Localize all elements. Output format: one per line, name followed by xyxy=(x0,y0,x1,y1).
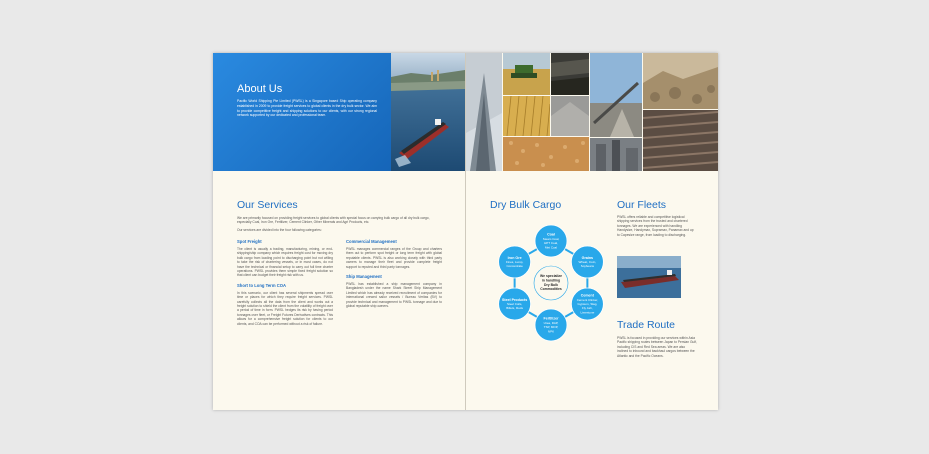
cargo-node-line: Limestone xyxy=(580,310,595,315)
trade-route-text: PWSL is focused in providing our services within Asia Pacific shipping routes between Japan to Persian Gulf, including CIS and Red Sea areas. We are also inclined to inbound and backhaul cargos between the Atlantic and the Pacific Oceans. xyxy=(617,336,697,358)
cargo-node-grains xyxy=(571,246,603,278)
diagram-center-line: Commodities xyxy=(540,287,562,292)
cargo-node-line: Fly Ash, xyxy=(582,306,593,311)
about-us-panel xyxy=(213,53,391,171)
cargo-node-title: Coal xyxy=(547,232,555,237)
spot-freight-text: The client is usually a trading, manufacturing, mining, or end-shipping/ship company which requires freight cost for moving dry bulk cargo from loading point to discharging point but not willing to take the risk of chartering vessels, or in most cases, do not have the technical or financial setup to carry out full time charter operations. PWSL provides them simple fixed freight solution so that client can budget their freight risk with us. xyxy=(237,247,333,278)
port-ship-photo xyxy=(391,53,465,171)
services-intro xyxy=(237,216,443,232)
brochure-spread xyxy=(213,53,718,410)
stone-quarry-photo xyxy=(643,53,718,109)
cargo-node-title: Iron Ore xyxy=(507,255,522,260)
about-us-title: About Us xyxy=(237,83,283,95)
services-intro-line-2: Our services are divided into the four following categories: xyxy=(237,227,322,232)
cargo-node-line: Met Coal xyxy=(544,245,558,250)
cargo-node-title: Cement xyxy=(580,293,594,298)
steel-rebar-photo xyxy=(643,110,718,171)
cargo-node-line: Gypsum, Slag, xyxy=(577,302,598,306)
coa-heading: Short to Long Term COA xyxy=(237,282,287,288)
cargo-node-line: Concentrate xyxy=(506,264,523,269)
cargo-node-coal xyxy=(535,225,567,257)
cargo-node-line: Cement Clinker, xyxy=(576,297,599,302)
cargo-node-line: TSP, MOP, xyxy=(543,325,559,330)
cargo-node-title: Fertilizer xyxy=(543,316,559,321)
cargo-node-line: Urea, DAP, xyxy=(543,320,559,325)
services-column-right xyxy=(346,239,442,313)
trade-route-title: Trade Route xyxy=(617,319,675,331)
ship-bow-photo xyxy=(466,53,502,171)
gravel-pile-photo xyxy=(551,96,589,136)
cargo-diagram xyxy=(491,223,611,343)
cargo-node-line: Wheat, Corn, xyxy=(578,260,597,264)
wheat-field-photo xyxy=(503,96,550,136)
ship-management-heading: Ship Management xyxy=(346,274,382,280)
about-us-text: Pacific World Shipping Pte Limited (PWSL) is a Singapore based Ship operating company established in 2009 to provide freight services to global clients in the dry bulk sector. We aim to provide competitive freight and shipping solutions to our clients, with our strong regional network supported by our dedicated and professional team. xyxy=(237,99,377,118)
grain-harvest-photo xyxy=(503,53,550,95)
bulk-carrier-photo xyxy=(617,256,681,298)
our-fleets-text: PWSL offers reliable and competitive logistical shipping services from the trusted and chartered tonnages. We are experienced with handling Handysize, Handymax, Supramax, Panamax and up to Capesize range, from loading to discharging. xyxy=(617,215,694,237)
cargo-node-line: HPT Coal, xyxy=(544,241,558,246)
cargo-node-line: Steam Coal, xyxy=(542,236,560,241)
cargo-node-line: Soybeans xyxy=(580,264,595,269)
left-page xyxy=(213,53,465,410)
ship-management-text: PWSL has established a ship management company in Bangladesh under the name Shark Street Ship Management Limited which has already received recruitment of companies for international crewed sailor vessels / Bureau Veritas (BV) to provide technical and management to PWSL tonnage and due to global reputable ship owners. xyxy=(346,282,442,309)
cargo-node-fertilizer xyxy=(535,309,567,341)
cargo-node-line: NPK xyxy=(547,329,555,334)
cargo-node-iron-ore xyxy=(499,246,531,278)
services-intro-line: We are primarily focused on providing freight services to global clients with special focus on carrying bulk cargo of all dry bulk cargo, especially Coal, Iron Ore, Fertilizer, Cement Clinker, Other Minerals and Agri Products, etc. xyxy=(237,216,430,225)
spot-freight-heading: Spot Freight xyxy=(237,239,262,244)
right-page xyxy=(466,53,718,410)
coa-text: In this scenario, our client has several shipments spread over time or places for which they require freight services. PWSL carefully collects all the data from the client and works out a freight solution to shield the client from the volatility of freight over a period of time in form. PWSL hedges its risk by having period tonnages over fleet, or Freight Futures Derivatives contracts. This allows for a comprehensive freight solution for clients to our clients, and COA can be performed without a risk of failure. xyxy=(237,290,333,326)
cargo-node-title: Grains xyxy=(581,255,594,260)
diagram-center-line: in handling xyxy=(541,278,561,283)
services-column-left xyxy=(237,239,333,331)
industrial-structure-photo xyxy=(590,138,642,171)
our-fleets-title: Our Fleets xyxy=(617,199,667,211)
commercial-management-heading: Commercial Management xyxy=(346,239,397,244)
commercial-management-text: PWSL manages commercial ranges of the Group and charters them out to perform spot freight or long term freight with global reputable clients. PWSL is also working closely with third party owners to manage their fleet and provide complete freight support to reputed and third party tonnages. xyxy=(346,247,442,269)
dry-bulk-cargo-title: Dry Bulk Cargo xyxy=(490,199,562,211)
cargo-node-title: Steel Products xyxy=(502,297,528,302)
services-title: Our Services xyxy=(237,199,298,211)
cargo-node-line: Fines, Lump, xyxy=(505,260,524,264)
diagram-center-line: Dry Bulk xyxy=(544,282,558,287)
diagram-center-line: We specialize xyxy=(540,274,562,278)
cargo-node-cement xyxy=(571,288,603,320)
conveyor-loader-photo xyxy=(590,53,642,137)
cargo-node-line: Steel Coils, xyxy=(507,302,523,306)
grain-closeup-photo xyxy=(503,137,589,171)
coal-mine-photo xyxy=(551,53,589,95)
cargo-node-steel-products xyxy=(499,288,531,320)
cargo-node-line: Billets, Rods xyxy=(506,306,523,311)
